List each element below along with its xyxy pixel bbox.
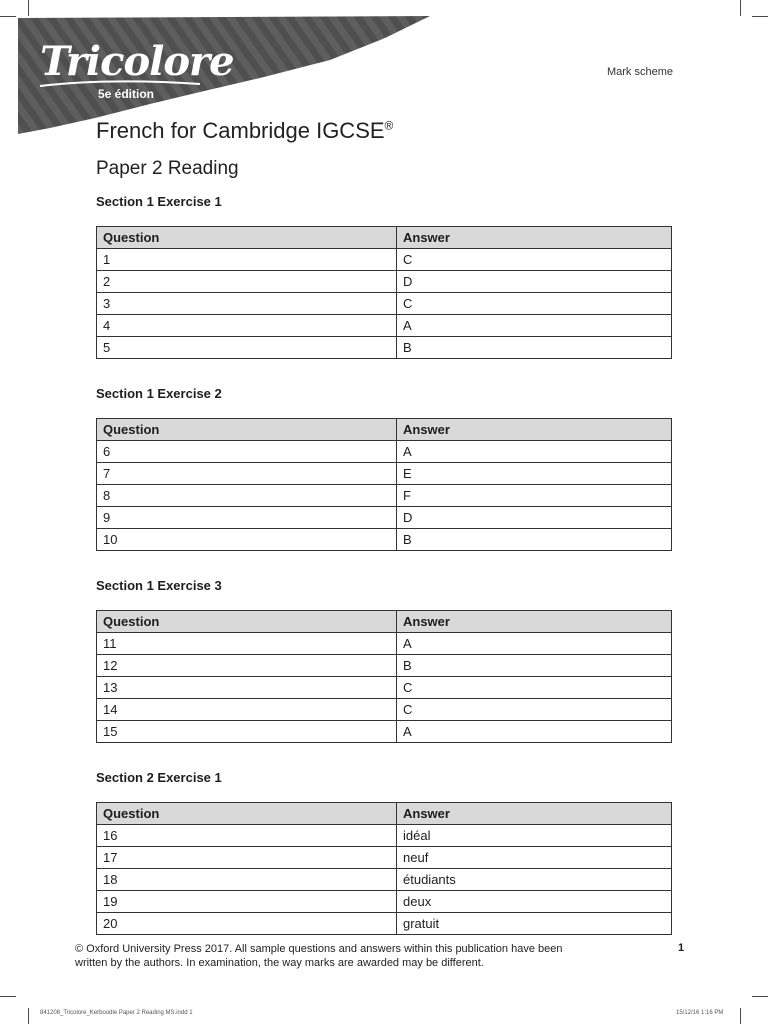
question-cell: 5 <box>97 337 397 359</box>
answer-cell: C <box>397 249 672 271</box>
section-3 <box>96 578 672 743</box>
column-header-question: Question <box>97 611 397 633</box>
answer-cell: gratuit <box>397 913 672 935</box>
table-header-row <box>97 611 672 633</box>
section-heading: Section 1 Exercise 1 <box>96 194 222 209</box>
answer-cell: A <box>397 315 672 337</box>
question-cell: 16 <box>97 825 397 847</box>
question-cell: 13 <box>97 677 397 699</box>
table-row <box>97 485 672 507</box>
section-4 <box>96 770 672 935</box>
answer-cell: D <box>397 507 672 529</box>
question-cell: 10 <box>97 529 397 551</box>
table-row <box>97 825 672 847</box>
table-header-row <box>97 227 672 249</box>
table-row <box>97 463 672 485</box>
table-row <box>97 315 672 337</box>
section-2 <box>96 386 672 551</box>
table-row <box>97 271 672 293</box>
table-row <box>97 721 672 743</box>
answer-cell: D <box>397 271 672 293</box>
answer-cell: A <box>397 441 672 463</box>
table-row <box>97 655 672 677</box>
answer-cell: neuf <box>397 847 672 869</box>
crop-mark <box>740 1008 741 1024</box>
table-row <box>97 913 672 935</box>
answer-cell: C <box>397 699 672 721</box>
print-slug-filename: 841208_Tricolore_Kerboodle Paper 2 Reading MS.indd 1 <box>40 1010 193 1016</box>
table-header-row <box>97 803 672 825</box>
answer-table <box>96 418 672 551</box>
copyright-notice: © Oxford University Press 2017. All sample questions and answers within this publication have been written by the authors. In examination, the way marks are awarded may be different. <box>75 943 563 969</box>
answer-cell: A <box>397 721 672 743</box>
column-header-answer: Answer <box>397 227 672 249</box>
table-row <box>97 633 672 655</box>
answer-cell: B <box>397 337 672 359</box>
crop-mark <box>740 0 741 16</box>
table-row <box>97 677 672 699</box>
question-cell: 17 <box>97 847 397 869</box>
registered-mark: ® <box>384 118 394 133</box>
table-row <box>97 869 672 891</box>
question-cell: 15 <box>97 721 397 743</box>
question-cell: 14 <box>97 699 397 721</box>
section-heading: Section 2 Exercise 1 <box>96 770 222 785</box>
table-row <box>97 847 672 869</box>
table-row <box>97 529 672 551</box>
question-cell: 9 <box>97 507 397 529</box>
question-cell: 8 <box>97 485 397 507</box>
table-row <box>97 507 672 529</box>
crop-mark <box>0 996 16 997</box>
table-header-row <box>97 419 672 441</box>
crop-mark <box>752 996 768 997</box>
question-cell: 4 <box>97 315 397 337</box>
print-slug-timestamp: 15/12/16 1:16 PM <box>676 1010 724 1016</box>
question-cell: 20 <box>97 913 397 935</box>
question-cell: 12 <box>97 655 397 677</box>
answer-cell: idéal <box>397 825 672 847</box>
answer-cell: C <box>397 293 672 315</box>
column-header-question: Question <box>97 803 397 825</box>
answer-table <box>96 610 672 743</box>
column-header-answer: Answer <box>397 803 672 825</box>
table-row <box>97 441 672 463</box>
section-heading: Section 1 Exercise 2 <box>96 386 222 401</box>
table-row <box>97 891 672 913</box>
column-header-question: Question <box>97 227 397 249</box>
table-row <box>97 337 672 359</box>
table-row <box>97 293 672 315</box>
section-heading: Section 1 Exercise 3 <box>96 578 222 593</box>
column-header-answer: Answer <box>397 419 672 441</box>
answer-cell: F <box>397 485 672 507</box>
question-cell: 11 <box>97 633 397 655</box>
logo: Tricolore <box>40 38 234 85</box>
doc-type-label: Mark scheme <box>606 66 673 78</box>
column-header-question: Question <box>97 419 397 441</box>
question-cell: 6 <box>97 441 397 463</box>
page-subtitle: Paper 2 Reading <box>96 158 239 179</box>
question-cell: 7 <box>97 463 397 485</box>
answer-cell: B <box>397 529 672 551</box>
table-row <box>97 699 672 721</box>
question-cell: 1 <box>97 249 397 271</box>
page-number: 1 <box>678 942 685 954</box>
answer-table <box>96 226 672 359</box>
table-row <box>97 249 672 271</box>
crop-mark <box>752 16 768 17</box>
question-cell: 3 <box>97 293 397 315</box>
answer-cell: A <box>397 633 672 655</box>
question-cell: 19 <box>97 891 397 913</box>
answer-cell: étudiants <box>397 869 672 891</box>
question-cell: 2 <box>97 271 397 293</box>
column-header-answer: Answer <box>397 611 672 633</box>
answer-cell: B <box>397 655 672 677</box>
answer-cell: C <box>397 677 672 699</box>
crop-mark <box>28 1008 29 1024</box>
answer-cell: deux <box>397 891 672 913</box>
logo-edition: 5e édition <box>98 87 155 101</box>
question-cell: 18 <box>97 869 397 891</box>
page-title: French for Cambridge IGCSE® <box>96 118 394 143</box>
answer-cell: E <box>397 463 672 485</box>
section-1 <box>96 194 672 359</box>
answer-table <box>96 802 672 935</box>
